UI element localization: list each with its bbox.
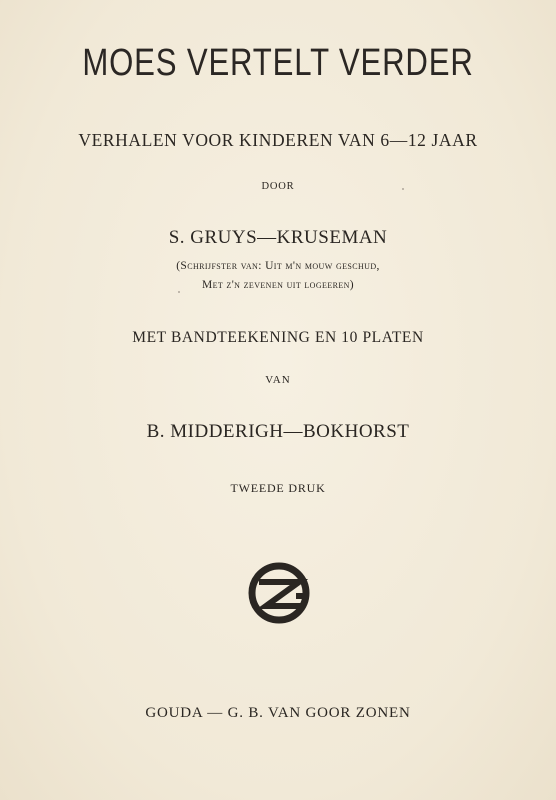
illustration-info: MET BANDTEEKENING EN 10 PLATEN [132,329,424,346]
van-label: VAN [265,374,291,386]
author-name: S. GRUYS—KRUSEMAN [168,227,388,248]
paper-speck [402,188,404,190]
author-note-line-1: (Schrijfster van: Uit m'n mouw geschud, [176,260,380,272]
by-label: DOOR [261,181,295,192]
author-note-line-2: Met z'n zevenen uit logeeren) [201,279,355,291]
paper-speck [178,291,180,293]
book-subtitle: VERHALEN VOOR KINDEREN VAN 6—12 JAAR [78,130,478,150]
illustrator-name: B. MIDDERIGH—BOKHORST [146,421,410,442]
publisher-monogram-icon [246,560,312,626]
publisher-imprint: GOUDA — G. B. VAN GOOR ZONEN [145,705,411,721]
book-title: MOES VERTELT VERDER [82,42,474,84]
edition-label: TWEEDE DRUK [230,481,326,495]
